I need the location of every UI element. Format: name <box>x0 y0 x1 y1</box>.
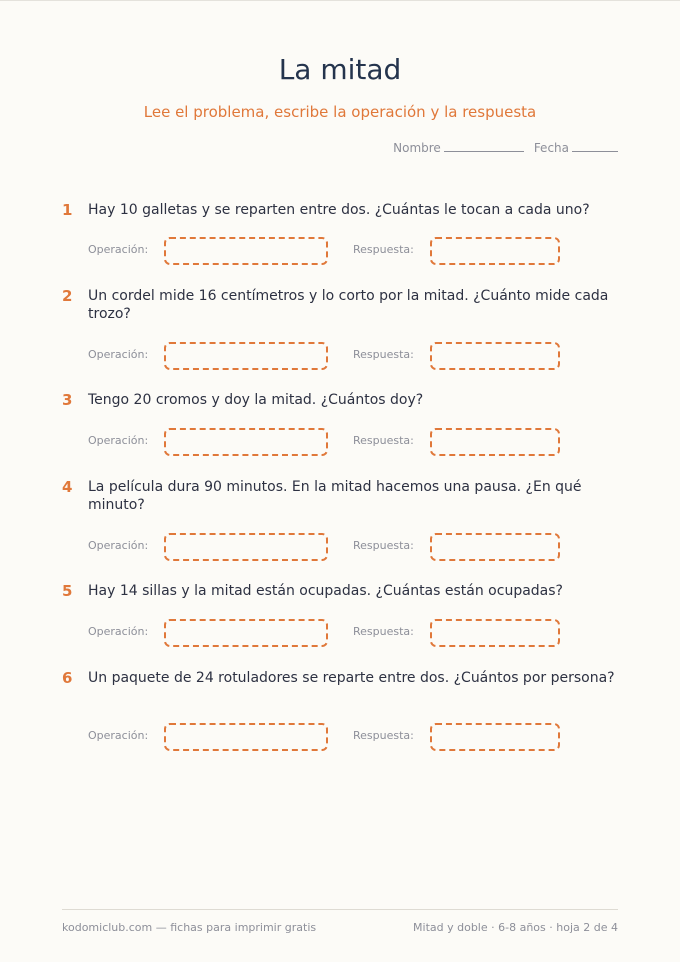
problem-number: 1 <box>62 201 73 219</box>
problem-number: 6 <box>62 669 73 687</box>
operation-box[interactable] <box>164 428 328 456</box>
operation-box[interactable] <box>164 342 328 370</box>
name-label: Nombre <box>393 141 441 155</box>
name-field[interactable] <box>393 139 524 155</box>
problem-number: 3 <box>62 391 73 409</box>
date-label: Fecha <box>533 141 569 155</box>
operation-box[interactable] <box>164 723 328 751</box>
operation-box[interactable] <box>164 237 328 265</box>
answer-label: Respuesta: <box>353 243 414 256</box>
problem-number: 5 <box>62 582 73 600</box>
problem-number: 2 <box>62 287 73 305</box>
answer-box[interactable] <box>430 428 560 456</box>
operation-box[interactable] <box>164 533 328 561</box>
answer-label: Respuesta: <box>353 625 414 638</box>
problem-text: Tengo 20 cromos y doy la mitad. ¿Cuántos doy? <box>88 392 424 408</box>
problem-number: 4 <box>62 478 73 496</box>
problem-text: Hay 14 sillas y la mitad están ocupadas. ¿Cuántas están ocupadas? <box>88 583 563 599</box>
problem-text: La película dura 90 minutos. En la mitad hacemos una pausa. ¿En qué minuto? <box>88 479 582 513</box>
date-line <box>572 139 618 152</box>
problem-text: Hay 10 galletas y se reparten entre dos. ¿Cuántas le tocan a cada uno? <box>88 202 590 218</box>
answer-label: Respuesta: <box>353 434 414 447</box>
operation-box[interactable] <box>164 619 328 647</box>
answer-box[interactable] <box>430 342 560 370</box>
operation-label: Operación: <box>88 434 149 447</box>
answer-box[interactable] <box>430 723 560 751</box>
footer-sheet-info: Mitad y doble · 6-8 años · hoja 2 de 4 <box>413 921 618 934</box>
answer-box[interactable] <box>430 619 560 647</box>
operation-label: Operación: <box>88 348 149 361</box>
answer-label: Respuesta: <box>353 539 414 552</box>
problem-text: Un paquete de 24 rotuladores se reparte entre dos. ¿Cuántos por persona? <box>88 670 615 686</box>
answer-box[interactable] <box>430 237 560 265</box>
name-date-fields <box>393 139 618 155</box>
page-subtitle: Lee el problema, escribe la operación y la respuesta <box>143 103 537 121</box>
date-field[interactable] <box>534 139 618 155</box>
operation-label: Operación: <box>88 539 149 552</box>
footer-divider <box>62 909 618 910</box>
answer-box[interactable] <box>430 533 560 561</box>
footer-site-text: kodomiclub.com — fichas para imprimir gratis <box>62 921 317 934</box>
page-title: La mitad <box>278 53 402 86</box>
operation-label: Operación: <box>88 729 149 742</box>
answer-label: Respuesta: <box>353 348 414 361</box>
name-line <box>444 139 524 152</box>
answer-label: Respuesta: <box>353 729 414 742</box>
problem-text: Un cordel mide 16 centímetros y lo corto por la mitad. ¿Cuánto mide cada trozo? <box>88 288 609 322</box>
operation-label: Operación: <box>88 243 149 256</box>
operation-label: Operación: <box>88 625 149 638</box>
